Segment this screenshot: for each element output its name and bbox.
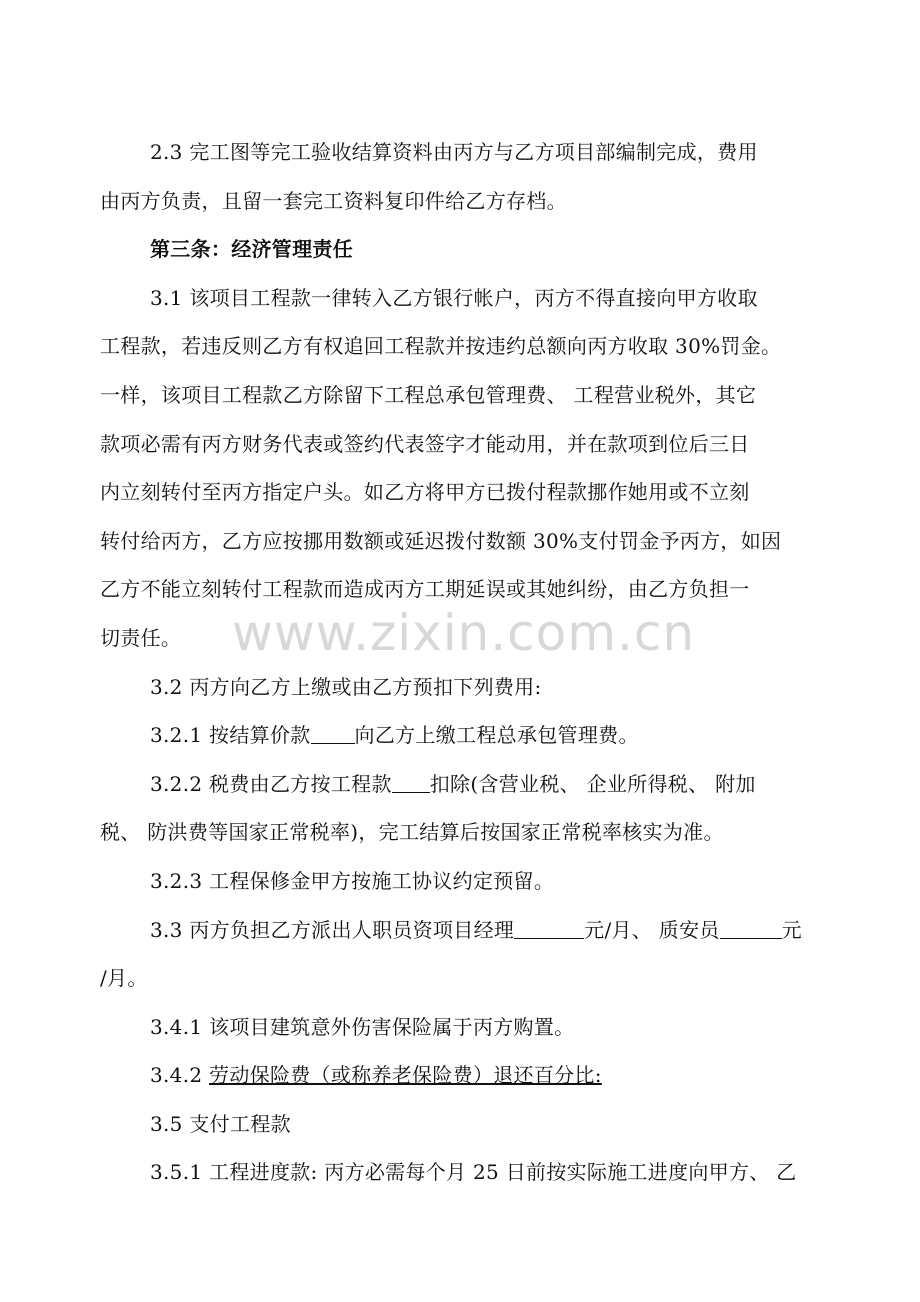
clause-3-1-line-1: 3.1 该项目工程款一律转入乙方银行帐户，丙方不得直接向甲方收取 xyxy=(150,285,758,310)
blank-field xyxy=(392,772,430,793)
clause-3-1-line-3: 一样，该项目工程款乙方除留下工程总承包管理费、 工程营业税外，其它 xyxy=(100,382,757,407)
clause-3-4-2-number: 3.4.2 xyxy=(150,1063,210,1088)
clause-3-3-text-b: 元/月、 质安员 xyxy=(584,917,720,942)
clause-3-4-2-underlined-text: 劳动保险费（或称养老保险费）退还百分比: xyxy=(209,1063,602,1088)
blank-field xyxy=(720,918,782,939)
clause-3-2-2-text-a: 3.2.2 税费由乙方按工程款 xyxy=(150,771,392,796)
clause-3-2-2-line-1 xyxy=(100,760,812,809)
clause-2-3-line-1: 2.3 完工图等完工验收结算资料由丙方与乙方项目部编制完成，费用 xyxy=(150,140,758,164)
clause-3-2-1 xyxy=(100,711,812,760)
clause-3-4-2 xyxy=(100,1051,812,1100)
clause-3-2: 3.2 丙方向乙方上缴或由乙方预扣下列费用: xyxy=(150,674,542,699)
blank-field xyxy=(311,723,355,744)
clause-3-3-line-2: /月。 xyxy=(100,966,148,991)
clause-3-1-line-5: 内立刻转付至丙方指定户头。如乙方将甲方已拨付程款挪作她用或不立刻 xyxy=(100,480,750,505)
article-3-heading: 第三条：经济管理责任 xyxy=(150,237,353,262)
clause-3-3-line-1 xyxy=(100,906,812,955)
clause-3-2-2-text-b: 扣除(含营业税、 企业所得税、 附加 xyxy=(429,771,756,796)
clause-3-1-line-4: 款项必需有丙方财务代表或签约代表签字才能动用，并在款项到位后三日 xyxy=(100,431,750,456)
clause-3-5: 3.5 支付工程款 xyxy=(150,1111,291,1136)
clause-3-2-2-line-2: 税、 防洪费等国家正常税率)，完工结算后按国家正常税率核实为准。 xyxy=(100,820,724,845)
clause-3-1-line-8: 切责任。 xyxy=(100,625,182,650)
clause-3-1-line-6: 转付给丙方，乙方应按挪用数额或延迟拨付数额 30%支付罚金予丙方，如因 xyxy=(100,528,782,553)
clause-2-3-line-2: 由丙方负责，且留一套完工资料复印件给乙方存档。 xyxy=(100,188,567,213)
blank-field xyxy=(514,918,584,939)
watermark: www.zixin.com.cn xyxy=(232,604,696,662)
clause-3-1-line-7: 乙方不能立刻转付工程款而造成丙方工期延误或其她纠纷，由乙方负担一 xyxy=(100,577,750,602)
clause-3-5-1: 3.5.1 工程进度款: 丙方必需每个月 25 日前按实际施工进度向甲方、 乙 xyxy=(150,1160,797,1185)
clause-3-1-line-2: 工程款，若违反则乙方有权追回工程款并按违约总额向丙方收取 30%罚金。 xyxy=(100,334,782,359)
clause-3-2-1-text-a: 3.2.1 按结算价款 xyxy=(150,723,311,748)
clause-3-3-text-a: 3.3 丙方负担乙方派出人职员资项目经理 xyxy=(150,917,515,942)
clause-3-4-1: 3.4.1 该项目建筑意外伤害保险属于丙方购置。 xyxy=(150,1014,575,1039)
clause-3-3-text-c: 元 xyxy=(781,917,802,942)
document-page xyxy=(100,128,812,1197)
clause-3-2-3: 3.2.3 工程保修金甲方按施工协议约定预留。 xyxy=(150,868,555,893)
clause-3-2-1-text-b: 向乙方上缴工程总承包管理费。 xyxy=(354,723,639,748)
